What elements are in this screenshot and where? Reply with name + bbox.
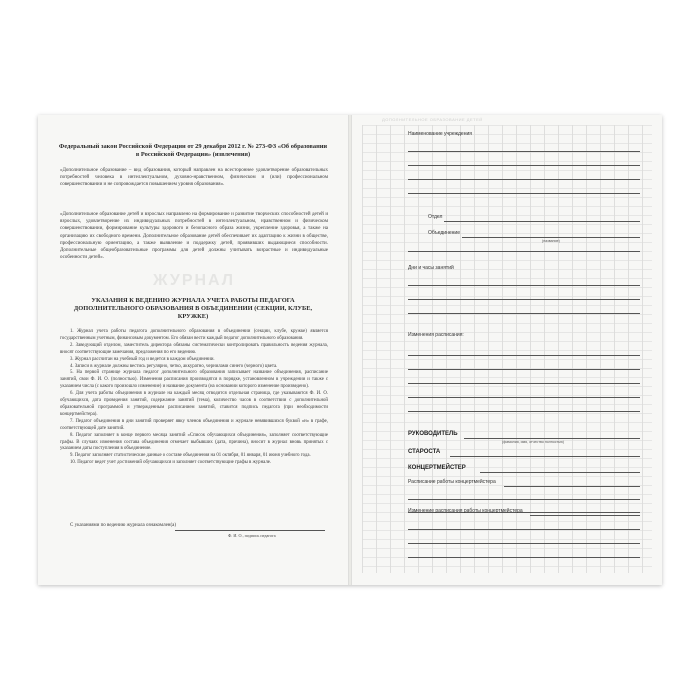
accompanist-schedule-change-line[interactable] <box>408 543 640 544</box>
instruction-item: 2. Заведующий отделом, заместитель директора обязаны систематически контролировать правильность ведения журнала, вносят соответствующие замечания, предложения по его ведению. <box>60 342 328 355</box>
law-paragraph-1: «Дополнительное образование – вид образования, который направлен на всестороннее удовлетворение образовательных потребностей человека в интеллектуальном, духовно-нравственном, физическом и (или) профессиональном совершенствовании и не сопровождается повышением уровня образования». <box>60 168 328 188</box>
elder-line[interactable] <box>450 456 640 457</box>
accompanist-schedule-change-line[interactable] <box>408 529 640 530</box>
institution-line[interactable] <box>408 165 640 166</box>
institution-line[interactable] <box>408 179 640 180</box>
journal-spread <box>38 115 662 585</box>
schedule-change-line[interactable] <box>408 383 640 384</box>
instruction-item: 10. Педагог ведет учет достижений обучающихся и заполняет соответствующие графы в журнале. <box>70 460 272 466</box>
head-caption: (фамилия, имя, отчество полностью) <box>502 440 564 444</box>
elder-label: СТАРОСТА <box>408 449 441 455</box>
accompanist-schedule-change-label: Изменение расписания работы концертмейстера <box>408 508 523 514</box>
bleed-through-header: ДОПОЛНИТЕЛЬНОЕ ОБРАЗОВАНИЕ ДЕТЕЙ <box>382 117 483 122</box>
instruction-item: 6. Для учета работы объединения в журнале на каждый месяц отводится отдельная страница, где указываются Ф. И. О. обучающихся, дата проведения занятий, содержание занятий (тема), количество часов в соответствии с дополнительной образовательной программой и утвержденным расписанием занятий, ставится подпись педагога (при необходимости концертмейстера). <box>60 391 328 417</box>
schedule-line[interactable] <box>408 299 640 300</box>
accompanist-schedule-line[interactable] <box>504 486 640 487</box>
accompanist-label: КОНЦЕРТМЕЙСТЕР <box>408 465 466 471</box>
instruction-item: 9. Педагог заполняет статистические данные о составе объединения на 01 октября, 01 января, 01 июня учебного года. <box>70 453 311 459</box>
head-label: РУКОВОДИТЕЛЬ <box>408 431 458 437</box>
association-line[interactable] <box>462 237 640 238</box>
instructions-list <box>60 329 328 467</box>
schedule-change-label: Изменения расписания: <box>408 332 464 338</box>
instruction-item: 4. Записи в журнале должны вестись регулярно, четко, аккуратно, чернилами синего (черного) цвета. <box>70 363 278 369</box>
accompanist-schedule-label: Расписание работы концертмейстера <box>408 479 496 485</box>
signature-line[interactable] <box>175 530 325 531</box>
instruction-item: 1. Журнал учета работы педагога дополнительного образования в объединении (секции, клубе, кружке) является государственным учетным, финансовым документом. Его обязан вести каждый педагог дополнительного образования. <box>60 329 328 341</box>
right-page <box>352 115 662 585</box>
institution-label: Наименование учреждения <box>408 131 472 137</box>
instruction-item: 7. Педагог объединения в дни занятий проверяет явку членов объединения и журнале невявившихся буквой «н» в графе, соответствующей дате занятий. <box>60 418 328 431</box>
accompanist-schedule-change-line[interactable] <box>408 557 640 558</box>
head-line[interactable] <box>464 438 640 439</box>
instructions-title: УКАЗАНИЯ К ВЕДЕНИЮ ЖУРНАЛА УЧЕТА РАБОТЫ ПЕДАГОГА ДОПОЛНИТЕЛЬНОГО ОБРАЗОВАНИЯ В ОБЪЕДИНЕНИИ (СЕКЦИИ, КЛУБЕ, КРУЖКЕ) <box>73 297 313 320</box>
association-line[interactable] <box>408 251 640 252</box>
bleed-through-title: ЖУРНАЛ <box>153 272 236 289</box>
institution-line[interactable] <box>408 193 640 194</box>
association-caption: (название) <box>542 239 560 243</box>
acknowledgement-label: С указаниями по ведению журнала ознакомлен(а) <box>70 523 177 528</box>
instruction-item: 3. Журнал рассчитан на учебный год и ведется в каждом объединении. <box>70 356 215 362</box>
law-paragraph-2: «Дополнительное образование детей и взрослых направлено на формирование и развитие творческих способностей детей и взрослых, удовлетворение их индивидуальных потребностей в интеллектуальном, нравственном и физическом совершенствовании, формирование культуры здорового и безопасного образа жизни, укрепление здоровья, а также на организацию их свободного времени. Дополнительное образование детей обеспечивает их адаптацию к жизни в обществе, профессиональную ориентацию, а также выявление и поддержку детей, проявивших выдающиеся способности. Дополнительные общеобразовательные программы для детей должны учитывать возрастные и индивидуальные особенности детей». <box>60 212 328 261</box>
department-label: Отдел <box>428 214 443 220</box>
accompanist-schedule-line[interactable] <box>408 499 640 500</box>
institution-line[interactable] <box>408 151 640 152</box>
schedule-label: Дни и часы занятий <box>408 265 454 271</box>
schedule-change-line[interactable] <box>408 411 640 412</box>
department-line[interactable] <box>444 221 640 222</box>
law-title: Федеральный закон Российской Федерации от 29 декабря 2012 г. № 273-ФЗ «Об образовании в Российской Федерации» (извлечения) <box>58 143 328 158</box>
schedule-change-line[interactable] <box>408 355 640 356</box>
left-page <box>38 115 348 585</box>
signature-caption: Ф. И. О., подпись педагога <box>228 533 276 538</box>
accompanist-schedule-change-line[interactable] <box>530 515 640 516</box>
schedule-change-line[interactable] <box>408 397 640 398</box>
schedule-line[interactable] <box>408 285 640 286</box>
instruction-item: 5. На первой странице журнала педагог дополнительного образования записывает название объединения, расписание занятий, свои Ф. И. О. (полностью). Изменения расписания производятся в порядке, установленном в учреждении и также с указанием числа (с какого произошло изменение) и название документа (на основании которого изменение произведено). <box>60 370 328 390</box>
accompanist-line[interactable] <box>480 472 640 473</box>
schedule-change-line[interactable] <box>408 369 640 370</box>
schedule-line[interactable] <box>408 313 640 314</box>
association-label: Объединение <box>428 230 460 236</box>
instruction-item: 8. Педагог заполняет в конце первого месяца занятий «Список обучающихся объединения», заполняет соответствующие графы. В случаях изменения состава объединения отмечает выбывших (дата, причина), вносит в журнал вновь принятых с указанием даты поступления в объединение. <box>60 432 328 452</box>
